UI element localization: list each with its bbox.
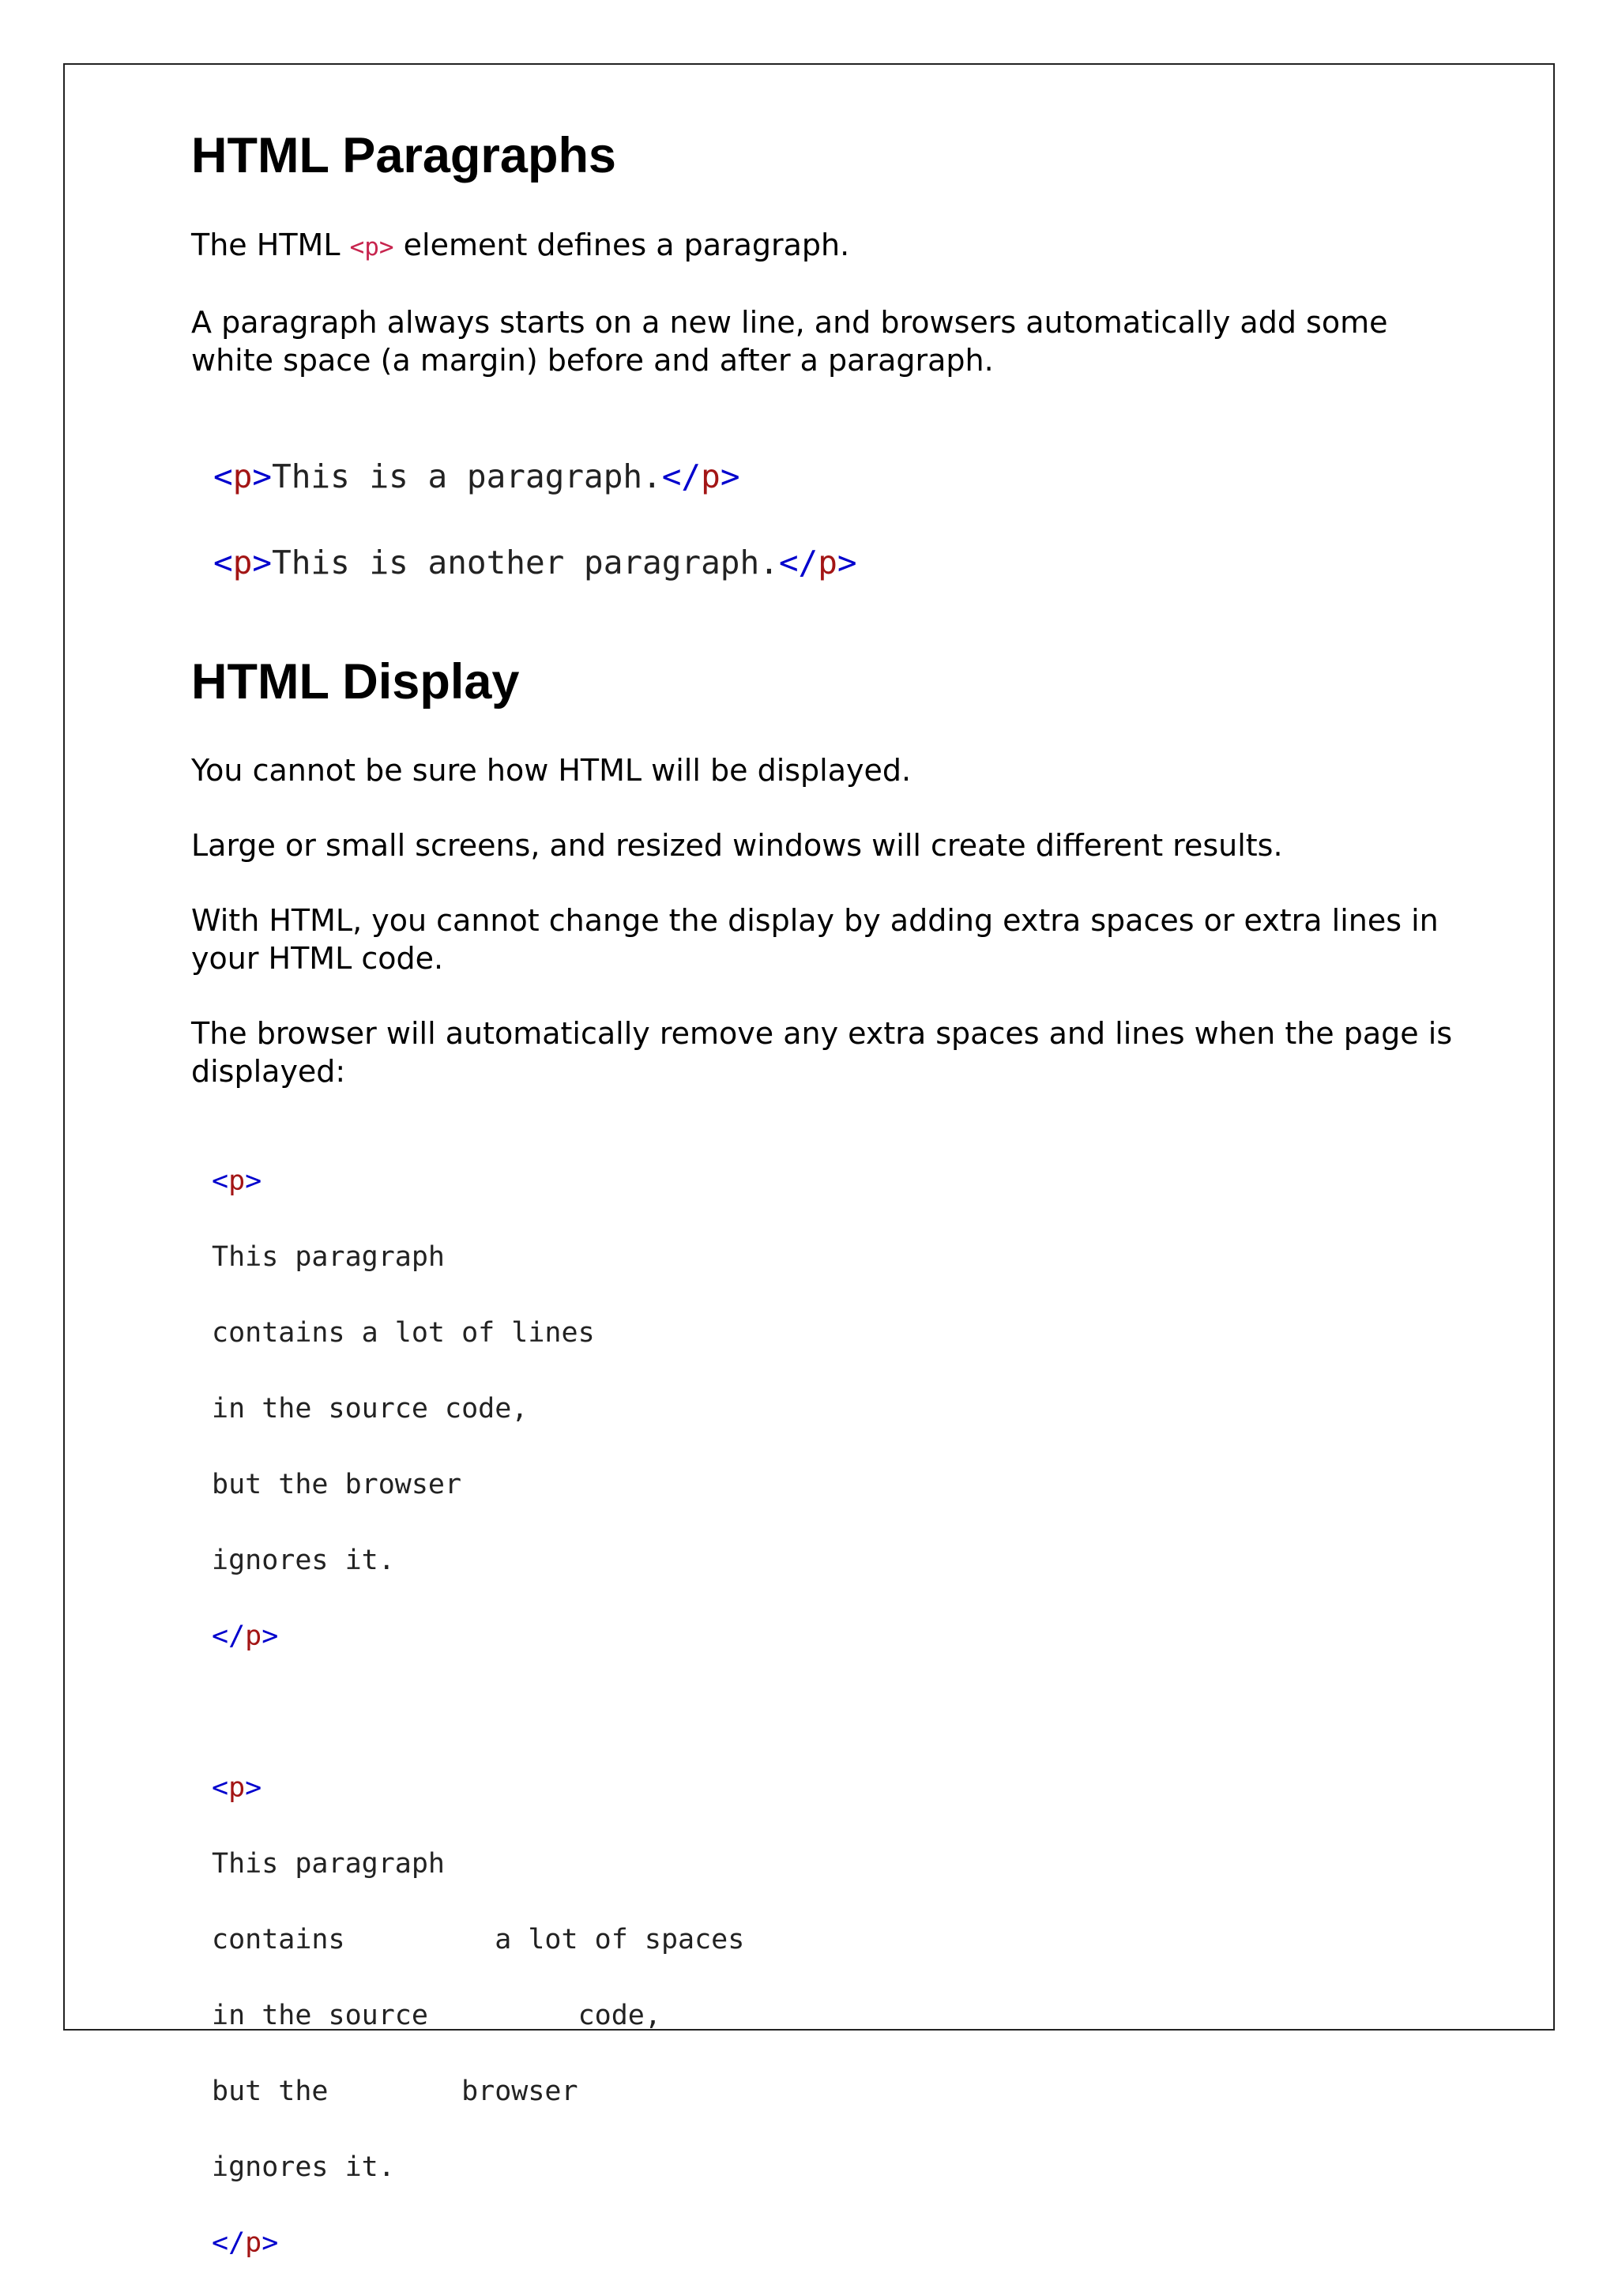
code-text-line: This paragraph bbox=[212, 1241, 446, 1274]
code-text-line: in the source code, bbox=[212, 2000, 661, 2032]
intro-text-before: The HTML bbox=[191, 227, 350, 262]
code-line-1 bbox=[213, 449, 1471, 505]
tag-open-bracket: </ bbox=[212, 2227, 246, 2260]
tag-close-bracket: > bbox=[837, 543, 857, 582]
document-content bbox=[191, 126, 1471, 2296]
tag-open-bracket: < bbox=[212, 1772, 229, 1805]
display-paragraph-2: Large or small screens, and resized windows will create different results. bbox=[191, 828, 1283, 864]
tag-close-bracket: > bbox=[245, 1772, 262, 1805]
code-text-line: in the source code, bbox=[212, 1393, 529, 1425]
tag-open-bracket: </ bbox=[212, 1620, 246, 1653]
intro-text-after: element defines a paragraph. bbox=[393, 227, 850, 262]
display-paragraph-1: You cannot be sure how HTML will be displayed. bbox=[191, 753, 912, 789]
tag-close-bracket: > bbox=[252, 457, 273, 495]
tag-name: p bbox=[228, 1772, 246, 1805]
inline-p-tag: <p> bbox=[349, 232, 394, 262]
tag-close-bracket: > bbox=[262, 1620, 279, 1653]
code-text-line: but the browser bbox=[212, 2076, 578, 2108]
tag-open-bracket: < bbox=[212, 1165, 229, 1198]
tag-name: p bbox=[232, 457, 253, 495]
code-text-line: but the browser bbox=[212, 1469, 462, 1501]
tag-name: p bbox=[232, 543, 253, 582]
code-text-line: contains a lot of spaces bbox=[212, 1924, 745, 1956]
code-close-tag bbox=[212, 2220, 1471, 2266]
code-example-2 bbox=[212, 1128, 1471, 2296]
code-open-tag bbox=[212, 1765, 1471, 1811]
code-open-tag bbox=[212, 1158, 1471, 1204]
code-text-line: This paragraph bbox=[212, 1848, 446, 1880]
tag-open-bracket: </ bbox=[778, 543, 818, 582]
code-text: This is another paragraph. bbox=[272, 543, 779, 582]
heading-html-display: HTML Display bbox=[191, 653, 520, 710]
tag-close-bracket: > bbox=[252, 543, 273, 582]
tag-open-bracket: < bbox=[213, 543, 233, 582]
intro-paragraph bbox=[191, 226, 1471, 266]
display-paragraph-3: With HTML, you cannot change the display by adding extra spaces or extra lines in your HTML code. bbox=[191, 903, 1439, 977]
heading-html-paragraphs: HTML Paragraphs bbox=[191, 128, 616, 183]
tag-name: p bbox=[245, 1620, 262, 1653]
code-text-line: ignores it. bbox=[212, 1545, 395, 1577]
code-text-line: ignores it. bbox=[212, 2151, 395, 2184]
tag-name: p bbox=[245, 2227, 262, 2260]
tag-close-bracket: > bbox=[720, 457, 740, 495]
display-paragraph-4: The browser will automatically remove any extra spaces and lines when the page is displayed: bbox=[191, 1016, 1453, 1090]
code-blank-line bbox=[212, 1689, 1471, 1735]
tag-open-bracket: </ bbox=[661, 457, 702, 495]
tag-name: p bbox=[701, 457, 721, 495]
tag-close-bracket: > bbox=[262, 2227, 279, 2260]
code-text: This is a paragraph. bbox=[272, 457, 662, 495]
tag-close-bracket: > bbox=[245, 1165, 262, 1198]
code-close-tag bbox=[212, 1613, 1471, 1659]
tag-name: p bbox=[818, 543, 837, 582]
tag-open-bracket: < bbox=[213, 457, 233, 495]
code-line-2 bbox=[213, 535, 1471, 591]
paragraph-description: A paragraph always starts on a new line, and browsers automatically add some white space (a margin) before and after a paragraph. bbox=[191, 304, 1388, 378]
code-text-line: contains a lot of lines bbox=[212, 1317, 595, 1349]
tag-name: p bbox=[228, 1165, 246, 1198]
code-example-1 bbox=[213, 419, 1471, 621]
